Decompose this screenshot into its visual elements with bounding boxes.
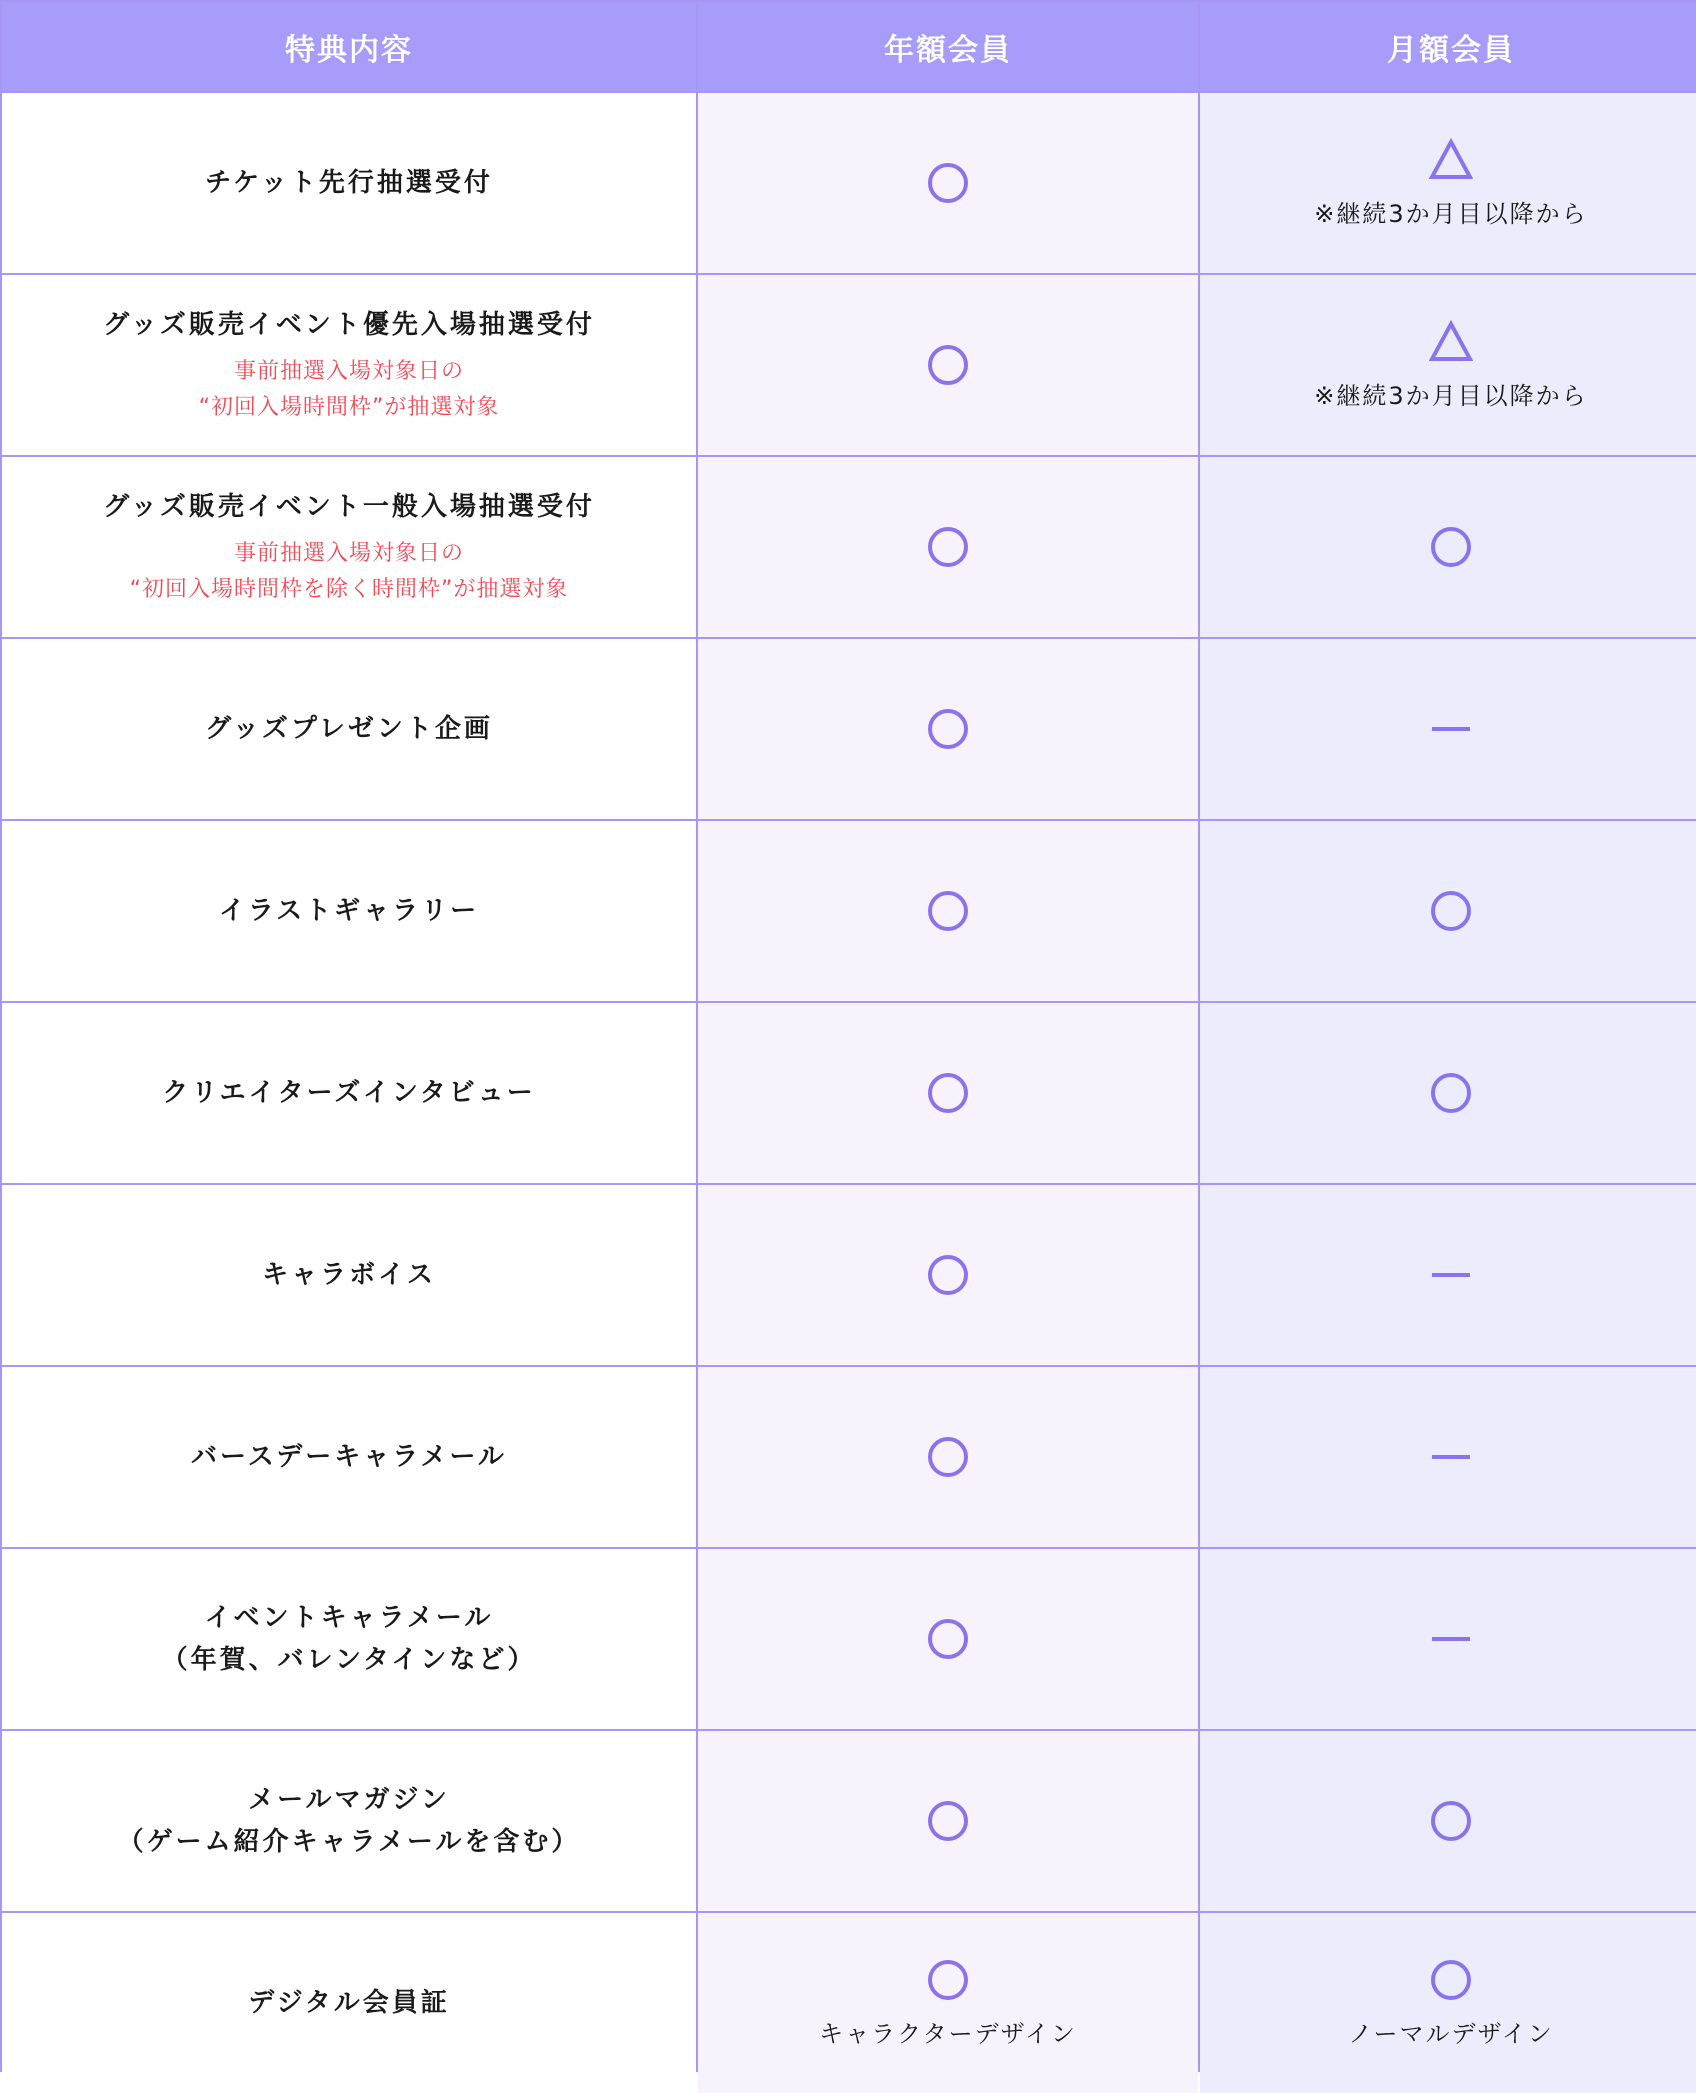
annual-availability-cell: [698, 1731, 1198, 1911]
monthly-availability-cell: [1200, 1549, 1696, 1729]
annual-availability-cell: [698, 275, 1198, 455]
annual-availability-cell: [698, 457, 1198, 637]
monthly-availability-cell: [1200, 821, 1696, 1001]
circle-mark-icon: [926, 525, 970, 569]
benefit-note: [130, 536, 569, 608]
benefit-title: （年賀、バレンタインなど）: [161, 1645, 537, 1675]
triangle-mark-icon: [1429, 138, 1473, 182]
benefit-title: デジタル会員証: [248, 1988, 450, 2018]
monthly-availability-cell: [1200, 457, 1696, 637]
dash-mark-icon: [1429, 1253, 1473, 1297]
header-benefit: 特典内容: [2, 2, 696, 91]
circle-mark-icon: [926, 343, 970, 387]
benefit-name-cell: [2, 1185, 696, 1365]
benefit-title: グッズ販売イベント優先入場抽選受付: [103, 310, 595, 340]
monthly-availability-note: ※継続3か月目以降から: [1314, 381, 1588, 410]
benefit-title: キャラボイス: [262, 1260, 436, 1290]
monthly-availability-cell: [1200, 1185, 1696, 1365]
triangle-mark-icon: [1429, 320, 1473, 364]
benefit-name-cell: [2, 275, 696, 455]
circle-mark-icon: [926, 707, 970, 751]
benefit-name-cell: [2, 1913, 696, 2093]
header-annual: 年額会員: [698, 2, 1198, 91]
monthly-availability-cell: [1200, 639, 1696, 819]
benefit-name-cell: [2, 1003, 696, 1183]
benefit-note-line: 事前抽選入場対象日の: [233, 541, 464, 566]
monthly-availability-cell: [1200, 275, 1696, 455]
circle-mark-icon: [926, 1253, 970, 1297]
benefit-name-cell: [2, 457, 696, 637]
dash-mark-icon: [1429, 707, 1473, 751]
benefit-title: グッズ販売イベント一般入場抽選受付: [103, 492, 595, 522]
benefit-title: グッズプレゼント企画: [205, 714, 493, 744]
benefit-note-line: 事前抽選入場対象日の: [233, 359, 464, 384]
annual-availability-note: キャラクターデザイン: [819, 2019, 1077, 2048]
circle-mark-icon: [1429, 1799, 1473, 1843]
circle-mark-icon: [1429, 525, 1473, 569]
benefit-name-cell: [2, 1731, 696, 1911]
annual-availability-cell: [698, 821, 1198, 1001]
monthly-availability-cell: [1200, 1367, 1696, 1547]
benefit-title: メールマガジン: [248, 1785, 450, 1815]
benefit-title: チケット先行抽選受付: [205, 168, 493, 198]
benefit-title: （ゲーム紹介キャラメールを含む）: [117, 1827, 581, 1857]
monthly-availability-cell: [1200, 1731, 1696, 1911]
benefit-title: クリエイターズインタビュー: [162, 1078, 536, 1108]
monthly-availability-note: ノーマルデザイン: [1348, 2019, 1554, 2048]
dash-mark-icon: [1429, 1617, 1473, 1661]
monthly-availability-note: ※継続3か月目以降から: [1314, 199, 1588, 228]
benefit-name-cell: [2, 639, 696, 819]
benefit-title: イラストギャラリー: [218, 896, 480, 926]
circle-mark-icon: [926, 1435, 970, 1479]
benefit-name-cell: [2, 1549, 696, 1729]
benefit-note-line: “初回入場時間枠を除く時間枠”が抽選対象: [129, 577, 569, 602]
annual-availability-cell: [698, 639, 1198, 819]
benefit-name-cell: [2, 93, 696, 273]
header-monthly: 月額会員: [1200, 2, 1696, 91]
circle-mark-icon: [926, 1958, 970, 2002]
monthly-availability-cell: [1200, 1913, 1696, 2093]
benefit-title: バースデーキャラメール: [191, 1442, 507, 1472]
benefit-name-cell: [2, 1367, 696, 1547]
circle-mark-icon: [1429, 1071, 1473, 1115]
circle-mark-icon: [1429, 1958, 1473, 2002]
circle-mark-icon: [926, 1799, 970, 1843]
benefit-name-cell: [2, 821, 696, 1001]
circle-mark-icon: [926, 1071, 970, 1115]
circle-mark-icon: [926, 1617, 970, 1661]
annual-availability-cell: [698, 1549, 1198, 1729]
circle-mark-icon: [926, 889, 970, 933]
annual-availability-cell: [698, 1003, 1198, 1183]
benefit-note-line: “初回入場時間枠”が抽選対象: [198, 395, 500, 420]
monthly-availability-cell: [1200, 93, 1696, 273]
annual-availability-cell: [698, 1367, 1198, 1547]
circle-mark-icon: [926, 161, 970, 205]
benefit-title: イベントキャラメール: [204, 1603, 494, 1633]
circle-mark-icon: [1429, 889, 1473, 933]
annual-availability-cell: [698, 93, 1198, 273]
monthly-availability-cell: [1200, 1003, 1696, 1183]
annual-availability-cell: [698, 1185, 1198, 1365]
dash-mark-icon: [1429, 1435, 1473, 1479]
annual-availability-cell: [698, 1913, 1198, 2093]
benefit-note: [199, 354, 500, 426]
